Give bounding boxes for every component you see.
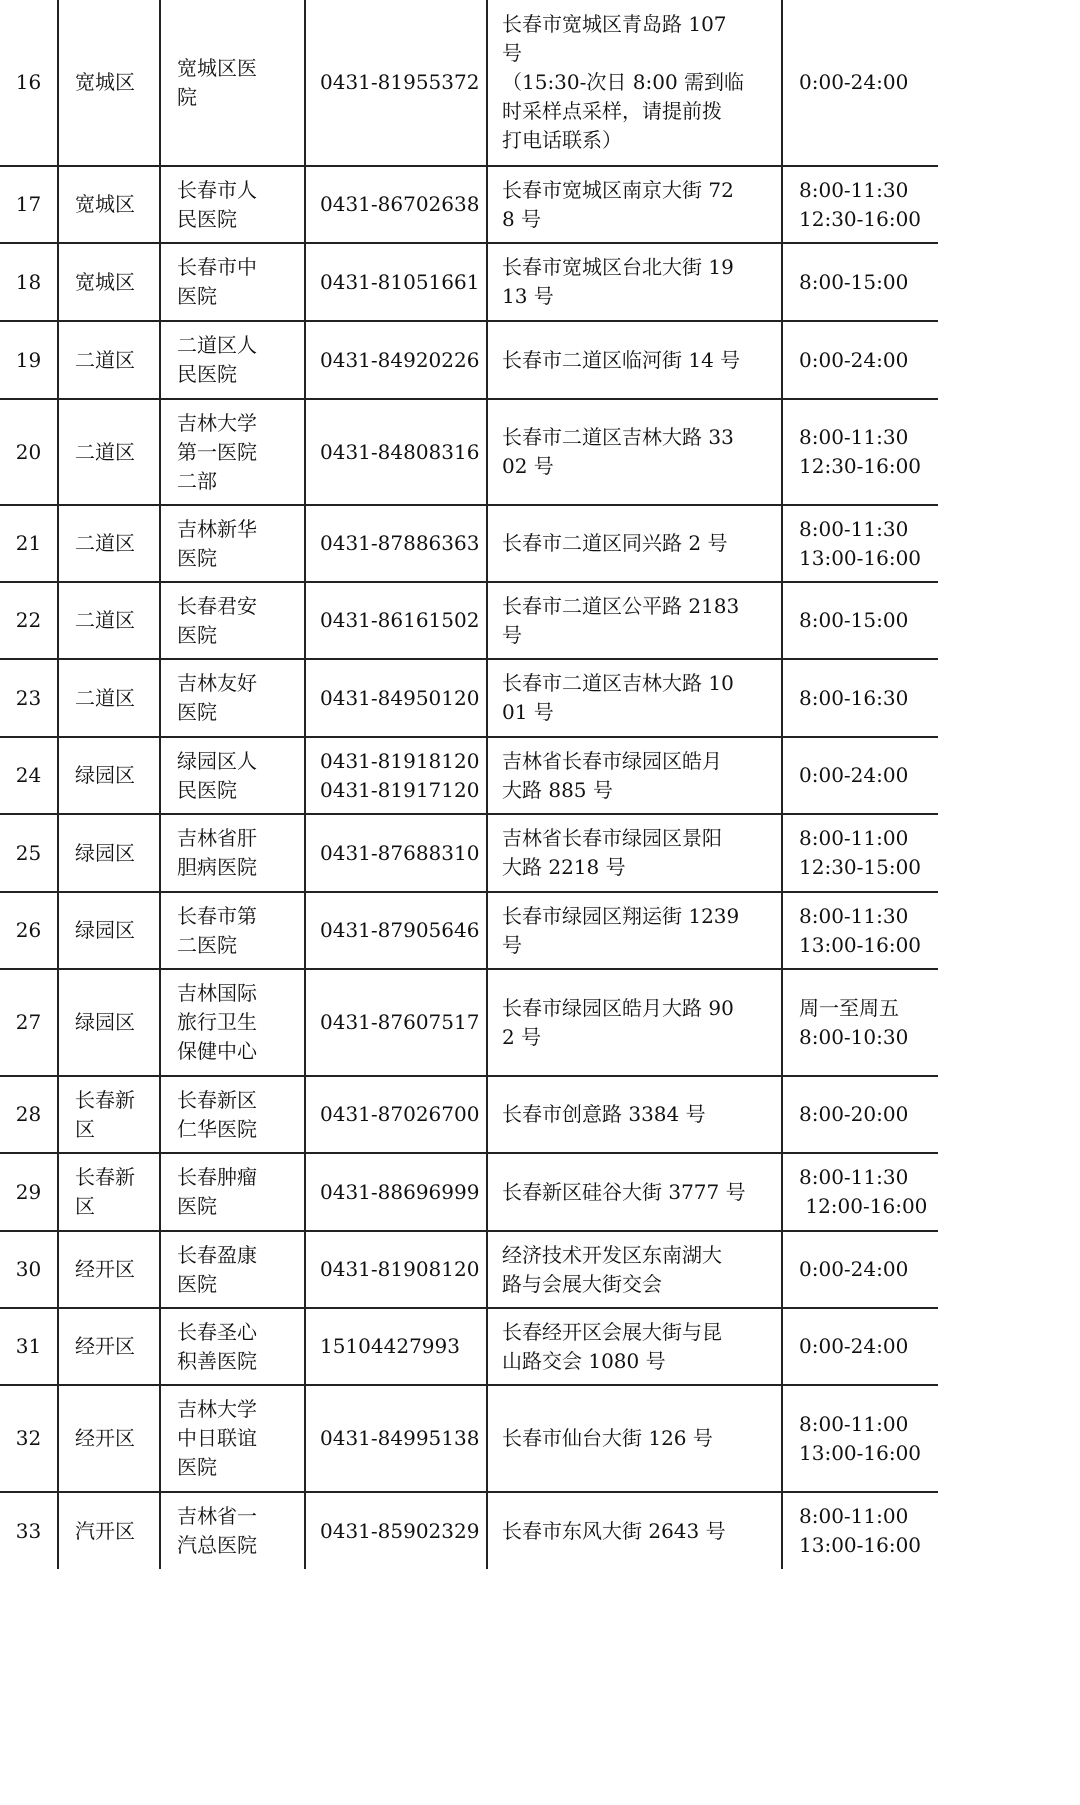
hospital-cell: 二道区人 民医院 (160, 321, 305, 399)
table-row (0, 1308, 938, 1385)
hours-cell: 8:00-15:00 (782, 582, 938, 659)
address-cell: 长春市二道区吉林大路 10 01 号 (487, 659, 782, 737)
row-number: 27 (0, 969, 58, 1076)
phone-cell: 0431-81908120 (305, 1231, 487, 1308)
hospital-cell: 长春新区 仁华医院 (160, 1076, 305, 1153)
table-row (0, 166, 938, 243)
hospital-cell: 吉林大学 第一医院 二部 (160, 399, 305, 505)
address-cell: 长春市仙台大街 126 号 (487, 1385, 782, 1492)
hospital-cell: 长春市第 二医院 (160, 892, 305, 969)
address-cell: 长春市宽城区南京大街 72 8 号 (487, 166, 782, 243)
hours-cell: 8:00-11:30 12:30-16:00 (782, 166, 938, 243)
hospital-cell: 吉林省肝 胆病医院 (160, 814, 305, 892)
phone-cell: 0431-87886363 (305, 505, 487, 582)
phone-cell: 0431-87905646 (305, 892, 487, 969)
address-cell: 长春新区硅谷大街 3777 号 (487, 1153, 782, 1231)
table-row (0, 243, 938, 321)
table-row (0, 0, 938, 166)
phone-cell: 0431-87026700 (305, 1076, 487, 1153)
table-row (0, 505, 938, 582)
hospital-cell: 绿园区人 民医院 (160, 737, 305, 814)
address-cell: 吉林省长春市绿园区皓月 大路 885 号 (487, 737, 782, 814)
row-number: 19 (0, 321, 58, 399)
phone-cell: 0431-88696999 (305, 1153, 487, 1231)
phone-cell: 0431-87688310 (305, 814, 487, 892)
address-cell: 长春市宽城区台北大街 19 13 号 (487, 243, 782, 321)
hospital-cell: 吉林大学 中日联谊 医院 (160, 1385, 305, 1492)
table-row (0, 969, 938, 1076)
address-cell: 吉林省长春市绿园区景阳 大路 2218 号 (487, 814, 782, 892)
hours-cell: 8:00-20:00 (782, 1076, 938, 1153)
address-cell: 长春市东风大街 2643 号 (487, 1492, 782, 1569)
hospital-cell: 吉林国际 旅行卫生 保健中心 (160, 969, 305, 1076)
hospital-cell: 吉林友好 医院 (160, 659, 305, 737)
address-cell: 长春市绿园区皓月大路 90 2 号 (487, 969, 782, 1076)
hours-cell: 8:00-11:30 12:00-16:00 (782, 1153, 938, 1231)
district-cell: 汽开区 (58, 1492, 160, 1569)
phone-cell: 0431-84920226 (305, 321, 487, 399)
row-number: 22 (0, 582, 58, 659)
hospital-cell: 宽城区医 院 (160, 0, 305, 166)
phone-cell: 0431-85902329 (305, 1492, 487, 1569)
hours-cell: 8:00-15:00 (782, 243, 938, 321)
district-cell: 绿园区 (58, 737, 160, 814)
hours-cell: 8:00-11:30 12:30-16:00 (782, 399, 938, 505)
row-number: 20 (0, 399, 58, 505)
row-number: 24 (0, 737, 58, 814)
district-cell: 二道区 (58, 582, 160, 659)
address-cell: 长春市绿园区翔运街 1239 号 (487, 892, 782, 969)
hospital-cell: 吉林省一 汽总医院 (160, 1492, 305, 1569)
district-cell: 二道区 (58, 505, 160, 582)
table-row (0, 1231, 938, 1308)
row-number: 23 (0, 659, 58, 737)
hours-cell: 0:00-24:00 (782, 1308, 938, 1385)
hours-cell: 8:00-11:30 13:00-16:00 (782, 505, 938, 582)
district-cell: 宽城区 (58, 166, 160, 243)
phone-cell: 0431-86702638 (305, 166, 487, 243)
address-cell: 长春经开区会展大街与昆 山路交会 1080 号 (487, 1308, 782, 1385)
address-cell: 经济技术开发区东南湖大 路与会展大街交会 (487, 1231, 782, 1308)
district-cell: 绿园区 (58, 814, 160, 892)
address-cell: 长春市宽城区青岛路 107 号 （15:30-次日 8:00 需到临 时采样点采样，请提前拨 打电话联系） (487, 0, 782, 166)
address-cell: 长春市二道区同兴路 2 号 (487, 505, 782, 582)
table-row (0, 892, 938, 969)
row-number: 26 (0, 892, 58, 969)
hours-cell: 8:00-11:00 12:30-15:00 (782, 814, 938, 892)
phone-cell: 0431-81918120 0431-81917120 (305, 737, 487, 814)
row-number: 18 (0, 243, 58, 321)
row-number: 32 (0, 1385, 58, 1492)
row-number: 16 (0, 0, 58, 166)
district-cell: 绿园区 (58, 969, 160, 1076)
row-number: 29 (0, 1153, 58, 1231)
hospital-cell: 长春盈康 医院 (160, 1231, 305, 1308)
phone-cell: 0431-81051661 (305, 243, 487, 321)
district-cell: 二道区 (58, 659, 160, 737)
table-row (0, 814, 938, 892)
hours-cell: 8:00-11:30 13:00-16:00 (782, 892, 938, 969)
district-cell: 经开区 (58, 1308, 160, 1385)
hours-cell: 8:00-11:00 13:00-16:00 (782, 1385, 938, 1492)
row-number: 21 (0, 505, 58, 582)
hours-cell: 周一至周五 8:00-10:30 (782, 969, 938, 1076)
table-row (0, 321, 938, 399)
table-row (0, 1385, 938, 1492)
table-row (0, 737, 938, 814)
row-number: 28 (0, 1076, 58, 1153)
phone-cell: 15104427993 (305, 1308, 487, 1385)
row-number: 17 (0, 166, 58, 243)
table-row (0, 659, 938, 737)
hospital-cell: 吉林新华 医院 (160, 505, 305, 582)
hours-cell: 0:00-24:00 (782, 321, 938, 399)
hours-cell: 8:00-16:30 (782, 659, 938, 737)
hours-cell: 0:00-24:00 (782, 0, 938, 166)
hospital-cell: 长春君安 医院 (160, 582, 305, 659)
phone-cell: 0431-81955372 (305, 0, 487, 166)
district-cell: 二道区 (58, 399, 160, 505)
district-cell: 绿园区 (58, 892, 160, 969)
row-number: 33 (0, 1492, 58, 1569)
table-row (0, 582, 938, 659)
hours-cell: 0:00-24:00 (782, 1231, 938, 1308)
phone-cell: 0431-84950120 (305, 659, 487, 737)
hours-cell: 0:00-24:00 (782, 737, 938, 814)
district-cell: 二道区 (58, 321, 160, 399)
phone-cell: 0431-87607517 (305, 969, 487, 1076)
hospital-cell: 长春市中 医院 (160, 243, 305, 321)
district-cell: 经开区 (58, 1385, 160, 1492)
hospital-cell: 长春肿瘤 医院 (160, 1153, 305, 1231)
district-cell: 长春新 区 (58, 1076, 160, 1153)
address-cell: 长春市二道区吉林大路 33 02 号 (487, 399, 782, 505)
table-row (0, 1492, 938, 1569)
address-cell: 长春市二道区公平路 2183 号 (487, 582, 782, 659)
district-cell: 长春新 区 (58, 1153, 160, 1231)
district-cell: 经开区 (58, 1231, 160, 1308)
table-row (0, 1153, 938, 1231)
row-number: 31 (0, 1308, 58, 1385)
hours-cell: 8:00-11:00 13:00-16:00 (782, 1492, 938, 1569)
hospital-cell: 长春圣心 积善医院 (160, 1308, 305, 1385)
address-cell: 长春市创意路 3384 号 (487, 1076, 782, 1153)
phone-cell: 0431-86161502 (305, 582, 487, 659)
address-cell: 长春市二道区临河街 14 号 (487, 321, 782, 399)
district-cell: 宽城区 (58, 0, 160, 166)
row-number: 25 (0, 814, 58, 892)
table-row (0, 399, 938, 505)
row-number: 30 (0, 1231, 58, 1308)
district-cell: 宽城区 (58, 243, 160, 321)
phone-cell: 0431-84808316 (305, 399, 487, 505)
hospital-cell: 长春市人 民医院 (160, 166, 305, 243)
table-row (0, 1076, 938, 1153)
phone-cell: 0431-84995138 (305, 1385, 487, 1492)
